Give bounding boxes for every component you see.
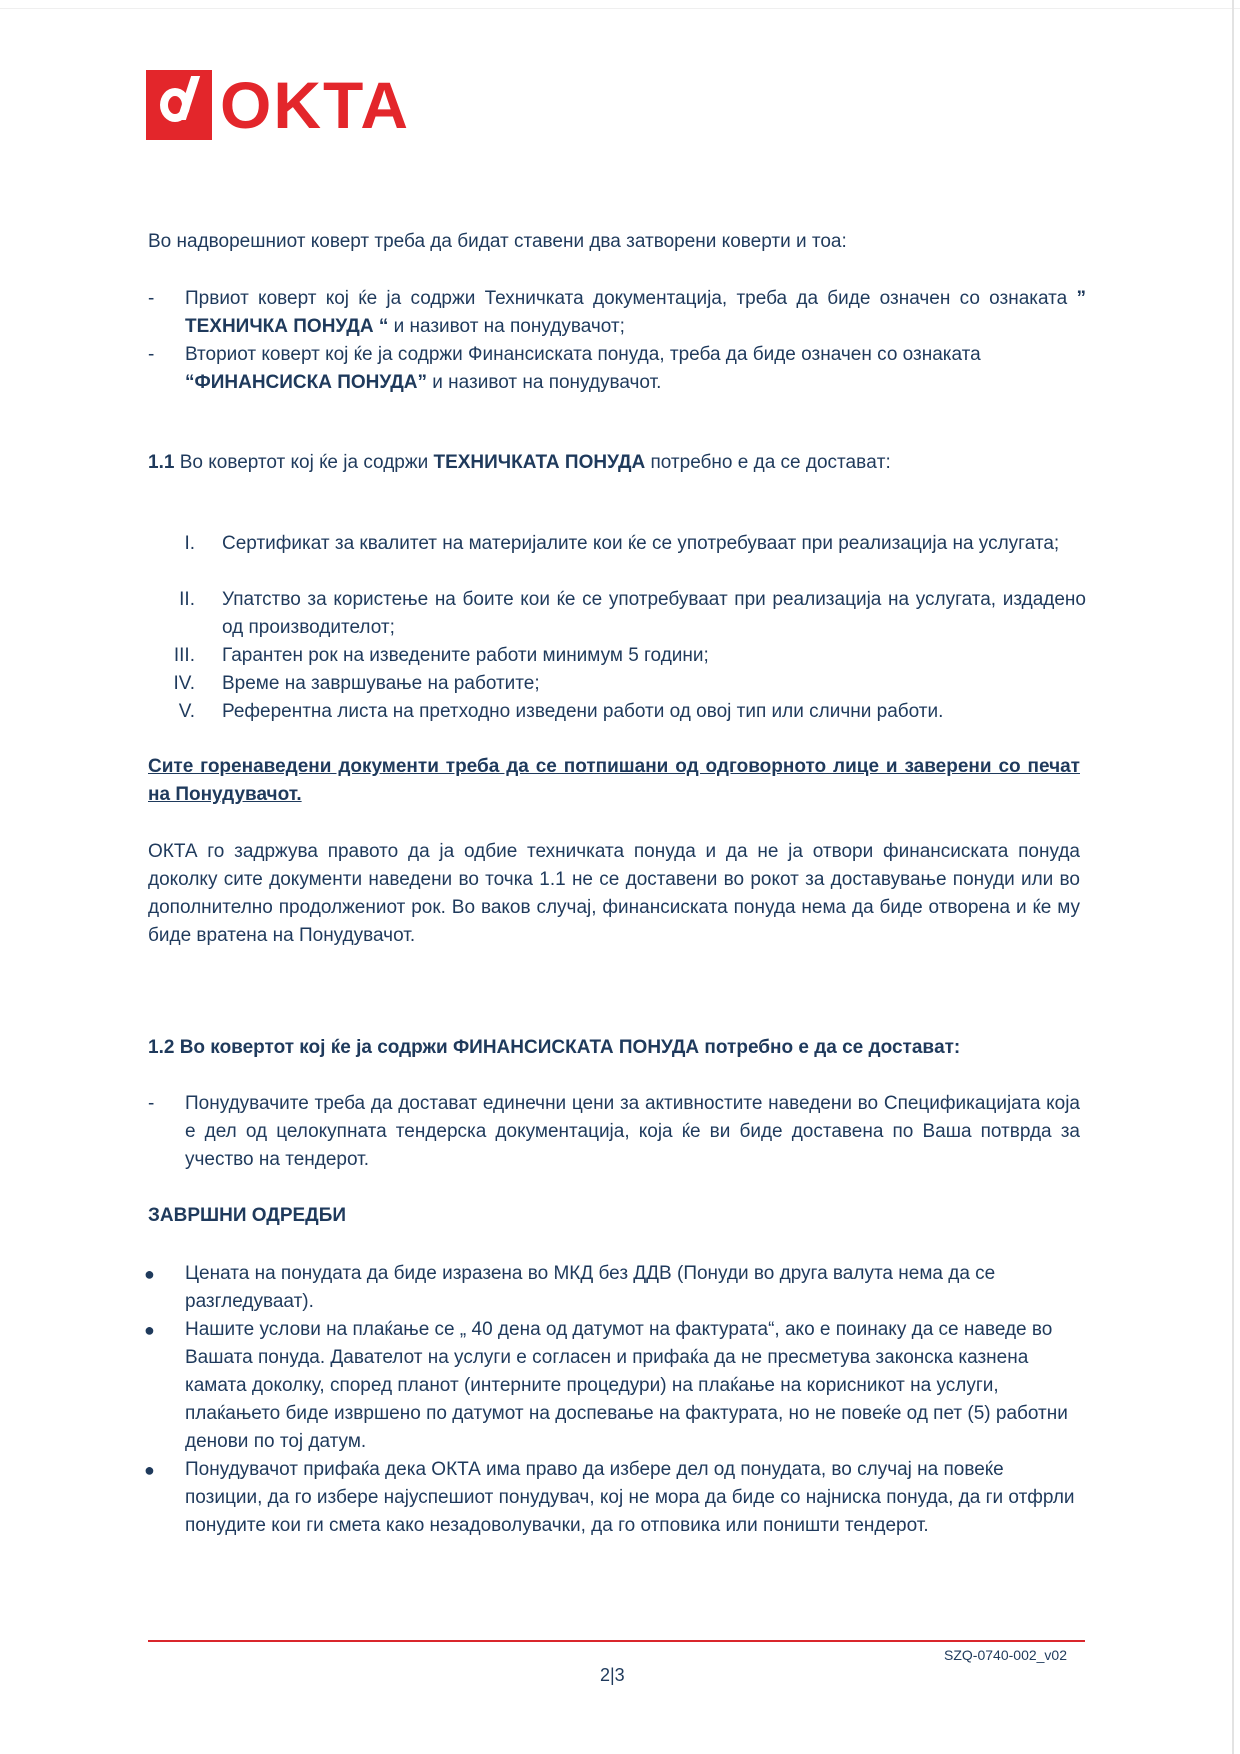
page-top-edge — [0, 8, 1240, 9]
signature-requirement-note: Сите горенаведени документи треба да се потпишани од одговорното лице и заверени со печат на Понудувачот. — [148, 756, 1080, 805]
technical-item-2: Упатство за користење на боите кои ќе се употребуваат при реализација на услугата, издадено од производителот; — [222, 589, 1086, 638]
page-right-edge — [1232, 0, 1234, 1754]
okta-logo — [146, 70, 410, 140]
roman-numeral: III. — [173, 645, 195, 666]
technical-item-3: Гарантен рок на изведените работи минимум 5 години; — [222, 645, 709, 666]
bullet-icon: ● — [144, 1264, 155, 1284]
technical-item-4: Време на завршување на работите; — [222, 673, 540, 694]
roman-numeral: V. — [178, 701, 195, 722]
envelope-item-2: Вториот коверт кој ќе ја содржи Финансиската понуда, треба да биде означен со ознаката “ФИНАНСИСКА ПОНУДА” и називот на понудувачот. — [185, 344, 981, 393]
final-item-3: Понудувачот прифаќа дека ОКТА има право да избере дел од понудата, во случај на повеќе позиции, да го избере најуспешиот понудувач, кој не мора да биде со најниска понуда, да ги отфрли понудите кои ги смета како незадоволувачки, да го отповика или поништи тендерот. — [185, 1459, 1075, 1536]
envelope-item-1: Првиот коверт кој ќе ја содржи Техничката документација, треба да биде означен со ознаката ” ТЕХНИЧКА ПОНУДА “ и називот на понудувачот; — [185, 288, 1086, 337]
technical-item-1: Сертификат за квалитет на материјалите кои ќе се употребуваат при реализација на услугата; — [222, 533, 1060, 554]
page-number: 2|3 — [600, 1665, 625, 1685]
section-1-2-heading: 1.2 Во ковертот кој ќе ја содржи ФИНАНСИСКАТА ПОНУДА потребно е да се доставaт: — [148, 1037, 961, 1058]
roman-numeral: IV. — [173, 673, 195, 694]
roman-numeral: II. — [179, 589, 195, 610]
intro-paragraph: Во надворешниот коверт треба да бидат ставени два затворени коверти и тоа: — [148, 231, 847, 252]
final-item-1: Цената на понудата да биде изразена во МКД без ДДВ (Понуди во друга валута нема да се разгледуваат). — [185, 1263, 996, 1312]
technical-item-5: Референтна листа на претходно изведени работи од овој тип или слични работи. — [222, 701, 944, 722]
final-item-2: Нашите услови на плаќање се „ 40 дена од датумот на фактурата“, ако е поинаку да се наведе во Вашата понуда. Давателот на услуги е согласен и прифаќа да не пресметува законска казнена камата доколку, според планот (интерните процедури) на плаќање на корисникот на услуги, плаќањето биде извршено по датумот на доспевање на фактурата, но не повеќе од пет (5) работни денови по тој датум. — [185, 1319, 1068, 1452]
final-provisions-heading: ЗАВРШНИ ОДРЕДБИ — [148, 1205, 347, 1226]
section-1-1-heading: 1.1 Во ковертот кој ќе ја содржи ТЕХНИЧКАТА ПОНУДА потребно е да се доставaт: — [148, 452, 891, 473]
bullet-icon: ● — [144, 1460, 155, 1480]
list-dash: - — [148, 1093, 155, 1114]
list-dash: - — [148, 288, 155, 309]
okta-logo-text: OKTA — [220, 68, 411, 142]
document-code: SZQ-0740-002_v02 — [944, 1647, 1067, 1663]
list-dash: - — [148, 344, 155, 365]
roman-numeral: I. — [184, 533, 195, 554]
okta-rights-paragraph: ОКТА го задржува правото да ја одбие техничката понуда и да не ја отвори финансиската понуда доколку сите документи наведени во точка 1.1 не се доставени во рокот за доставување понуди или во дополнително продолжениот рок. Во ваков случај, финансиската понуда нема да биде отворена и ќе му биде вратена на Понудувачот. — [148, 841, 1080, 946]
footer-divider — [148, 1640, 1085, 1642]
okta-logo-mark-icon — [146, 70, 212, 140]
bullet-icon: ● — [144, 1320, 155, 1340]
financial-item: Понудувачите треба да достават единечни цени за активностите наведени во Спецификацијата која е дел од целокупната тендерска документација, која ќе ви биде доставена по Ваша потврда за учество на тендерот. — [185, 1093, 1080, 1170]
